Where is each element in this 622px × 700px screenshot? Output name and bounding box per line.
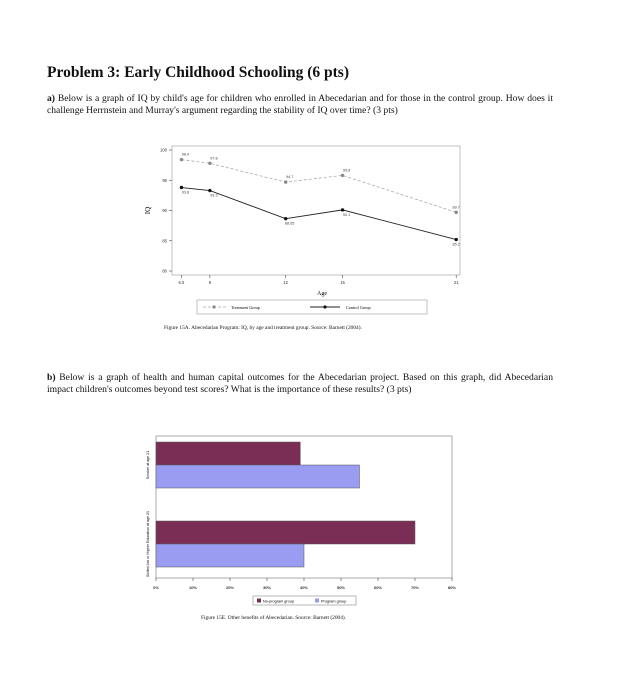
legend-no-program-label: No-program group bbox=[263, 599, 295, 604]
no-program-bar bbox=[156, 521, 415, 544]
bar-x-tick-label: 30% bbox=[262, 585, 272, 590]
program-bar bbox=[156, 465, 360, 488]
bar-x-tick-label: 10% bbox=[188, 585, 198, 590]
legend-program-swatch bbox=[315, 599, 319, 603]
part-a-text: Below is a graph of IQ by child's age for children who enrolled in Abecedarian and for those in the control group. How does it challenge Herrnstein and Murray's argument regarding the stability of IQ over time? (3 pts) bbox=[47, 93, 553, 116]
control-group-data-label: 85.2 bbox=[452, 242, 460, 247]
no-program-bar bbox=[156, 442, 300, 465]
legend-treatment-label: Treatment Group bbox=[231, 305, 260, 310]
control-group-data-label: 88.65 bbox=[284, 221, 295, 226]
treatment-group-data-label: 94.7 bbox=[285, 175, 294, 180]
iq-y-tick-label: 100 bbox=[160, 147, 167, 153]
bar-x-tick-label: 40% bbox=[299, 585, 309, 590]
bar-x-tick-label: 20% bbox=[225, 585, 235, 590]
treatment-group-data-label: 89.7 bbox=[452, 205, 460, 210]
iq-y-tick-label: 95 bbox=[162, 177, 167, 183]
legend-no-program-swatch bbox=[257, 599, 261, 603]
bar-x-tick-label: 70% bbox=[410, 585, 420, 590]
bar-x-tick-label: 60% bbox=[373, 585, 383, 590]
treatment-group-data-label: 97.8 bbox=[210, 156, 218, 161]
bar-x-tick-label: 80% bbox=[447, 585, 457, 590]
legend-control-label: Control Group bbox=[346, 305, 371, 310]
bar-category-label: Skilled Job or Higher Education at age 21 bbox=[146, 510, 150, 578]
iq-y-tick-label: 85 bbox=[162, 238, 167, 244]
program-bar bbox=[156, 544, 304, 567]
part-b-label: b) bbox=[47, 372, 56, 383]
iq-y-axis-label: IQ bbox=[144, 206, 152, 215]
part-a-label: a) bbox=[47, 93, 55, 104]
bar-x-tick-label: 50% bbox=[336, 585, 346, 590]
iq-y-tick-label: 90 bbox=[162, 208, 167, 213]
control-group-data-label: 90.1 bbox=[342, 212, 351, 217]
iq-x-tick-label: 21 bbox=[453, 280, 459, 285]
iq-x-axis-label: Age bbox=[317, 291, 327, 297]
part-b-text: Below is a graph of health and human capital outcomes for the Abecedarian project. Based on this graph, did Abecedarian impact children's outcomes beyond test scores? What is the importance of these results? (3 pts) bbox=[47, 372, 553, 395]
control-group-data-label: 93.8 bbox=[181, 190, 190, 195]
bar-category-label: Smoker at age 21 bbox=[146, 450, 150, 480]
iq-chart-caption: Figure 15A. Abecedarian Program: IQ, by age and treatment group. Source: Barnett (2004). bbox=[164, 325, 362, 331]
iq-x-tick-label: 6.5 bbox=[178, 280, 185, 285]
iq-x-tick-label: 8 bbox=[208, 280, 212, 285]
problem-heading: Problem 3: Early Childhood Schooling (6 pts) bbox=[47, 64, 350, 81]
iq-x-tick-label: 12 bbox=[283, 280, 289, 285]
iq-y-tick-label: 80 bbox=[162, 268, 167, 274]
bar-x-tick-label: 0% bbox=[153, 585, 159, 590]
iq-x-tick-label: 15 bbox=[340, 280, 345, 285]
control-group-data-label: 93.3 bbox=[210, 193, 218, 198]
treatment-group-data-label: 95.8 bbox=[342, 168, 351, 173]
bar-chart-caption: Figure 15E. Other benefits of Abecedarian. Source: Barnett (2004). bbox=[201, 615, 347, 621]
treatment-group-data-label: 98.4 bbox=[181, 152, 190, 157]
legend-program-label: Program group bbox=[321, 599, 347, 604]
